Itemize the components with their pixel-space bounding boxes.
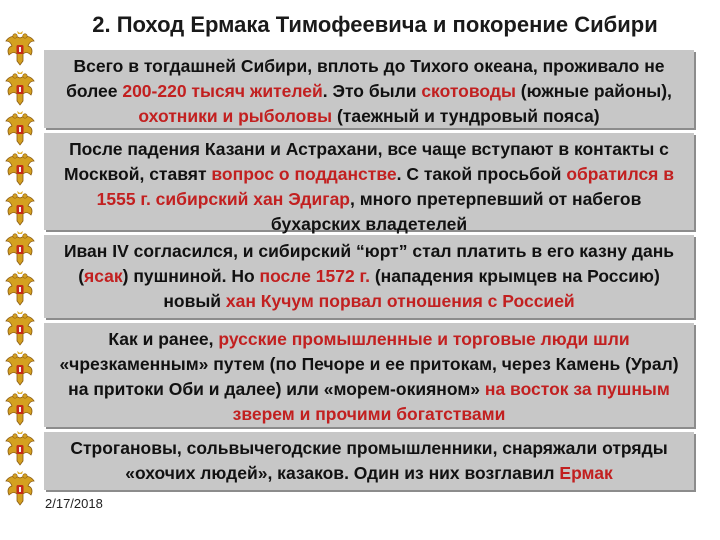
text-box-3 — [44, 235, 694, 318]
eagle-emblem-icon — [4, 270, 36, 308]
body-text: (нападения крымцев на Россию) новый — [163, 266, 660, 311]
body-text: Строгановы, сольвычегодские промышленники, снаряжали отряды «охочих людей», казаков. Один из них возглавил — [70, 438, 668, 483]
eagle-emblem-icon — [4, 390, 36, 428]
text-box-2 — [44, 133, 694, 234]
highlight-text: скотоводы — [421, 81, 516, 101]
eagle-emblem-icon — [4, 70, 36, 108]
text-box-5 — [44, 432, 694, 490]
highlight-text: вопрос о подданстве — [211, 164, 397, 184]
eagle-emblem-icon — [4, 310, 36, 348]
highlight-text: на восток за пушным зверем и прочими богатствами — [232, 379, 670, 424]
body-text: (таежный и тундровый пояса) — [332, 106, 600, 126]
text-box-4 — [44, 323, 694, 427]
decorative-eagle-strip — [0, 30, 40, 510]
body-text: «чрезкаменным» путем (по Печоре и ее притокам, через Камень (Урал) на притоки Оби и далее) или «морем-окияном» — [59, 354, 679, 399]
text-box-1 — [44, 50, 694, 128]
highlight-text: обратился в 1555 г. сибирский хан Эдигар — [96, 164, 675, 209]
slide-date: 2/17/2018 — [45, 496, 103, 511]
body-text: (южные районы), — [515, 81, 672, 101]
eagle-emblem-icon — [4, 230, 36, 268]
body-text: . С такой просьбой — [396, 164, 567, 184]
highlight-text: ясак — [84, 266, 123, 286]
eagle-emblem-icon — [4, 150, 36, 188]
body-text: Иван IV согласился, и сибирский “юрт” стал платить в его казну дань ( — [63, 241, 675, 286]
eagle-emblem-icon — [4, 350, 36, 388]
highlight-text: хан Кучум порвал отношения с Россией — [225, 291, 575, 311]
highlight-text: русские промышленные и торговые люди шли — [218, 329, 630, 349]
eagle-emblem-icon — [4, 110, 36, 148]
body-text: Всего в тогдашней Сибири, вплоть до Тихого океана, проживало не более — [66, 56, 665, 101]
eagle-emblem-icon — [4, 190, 36, 228]
highlight-text: Ермак — [559, 463, 613, 483]
highlight-text: после 1572 г. — [259, 266, 370, 286]
eagle-emblem-icon — [4, 30, 36, 68]
body-text: После падения Казани и Астрахани, все чаще вступают в контакты с Москвой, ставят — [63, 139, 669, 184]
body-text: Как и ранее, — [108, 329, 219, 349]
highlight-text: охотники и рыболовы — [138, 106, 333, 126]
body-text: ) пушниной. Но — [122, 266, 260, 286]
slide-title: 2. Поход Ермака Тимофеевича и покорение Сибири — [92, 12, 658, 37]
eagle-emblem-icon — [4, 430, 36, 468]
eagle-emblem-icon — [4, 470, 36, 508]
body-text: . Это были — [322, 81, 422, 101]
body-text: , много претерпевший от набегов бухарских владетелей — [270, 189, 642, 234]
highlight-text: 200-220 тысяч жителей — [122, 81, 323, 101]
